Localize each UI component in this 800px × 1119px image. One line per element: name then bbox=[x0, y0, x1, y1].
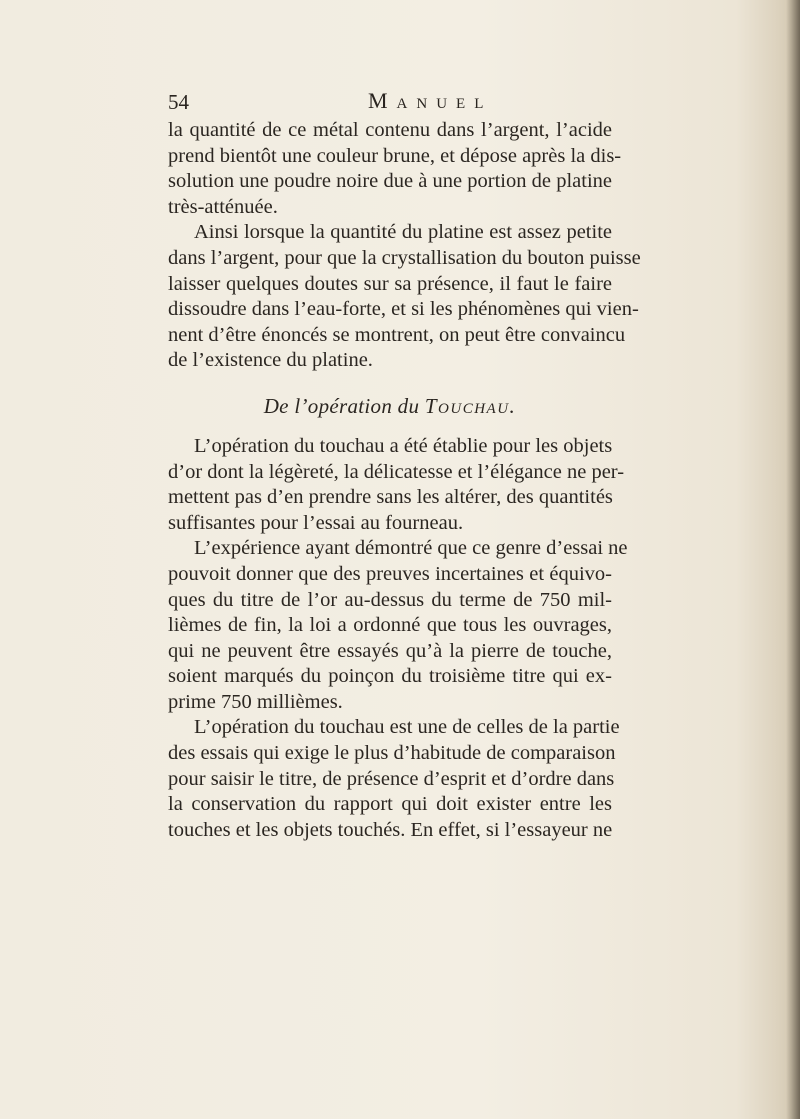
section-title bbox=[168, 388, 612, 424]
text-line: de l’existence du platine. bbox=[168, 349, 373, 372]
paragraph-2 bbox=[168, 220, 641, 374]
text-line: dans l’argent, pour que la crystallisation du bouton puisse bbox=[168, 246, 641, 269]
text-line: L’expérience ayant démontré que ce genre d’essai ne bbox=[194, 537, 628, 560]
text-line: pour saisir le titre, de présence d’esprit et d’ordre dans bbox=[168, 767, 615, 790]
text-line: très-atténuée. bbox=[168, 195, 278, 218]
text-line: la quantité de ce métal contenu dans l’argent, l’acide bbox=[168, 119, 612, 141]
paragraph-4 bbox=[168, 536, 628, 715]
text-line: soient marqués du poinçon du troisième titre qui ex- bbox=[168, 665, 612, 688]
text-line: suffisantes pour l’essai au fourneau. bbox=[168, 511, 464, 534]
text-line: nent d’être énoncés se montrent, on peut être convaincu bbox=[168, 323, 626, 346]
section-title-name: Touchau. bbox=[424, 393, 517, 418]
text-line: prend bientôt une couleur brune, et dépose après la dis- bbox=[168, 144, 622, 167]
section-title-prefix: De l’opération du bbox=[263, 393, 420, 418]
text-line: des essais qui exige le plus d’habitude de comparaison bbox=[168, 742, 616, 765]
text-line: lièmes de fin, la loi a ordonné que tous les ouvrages, bbox=[168, 614, 612, 637]
paragraph-1 bbox=[168, 118, 622, 220]
text-line: solution une poudre noire due à une portion de platine bbox=[168, 170, 612, 193]
text-line: L’opération du touchau a été établie pour les objets bbox=[194, 434, 613, 457]
running-title: Manuel bbox=[368, 88, 493, 113]
text-line: dissoudre dans l’eau-forte, et si les phénomènes qui vien- bbox=[168, 298, 639, 321]
text-line: touches et les objets touchés. En effet, si l’essayeur ne bbox=[168, 818, 613, 841]
page-header bbox=[168, 86, 612, 116]
text-line: qui ne peuvent être essayés qu’à la pierre de touche, bbox=[168, 639, 612, 662]
paragraph-5 bbox=[168, 715, 620, 843]
text-line: prime 750 millièmes. bbox=[168, 690, 343, 713]
text-line: mettent pas d’en prendre sans les altérer, des quantités bbox=[168, 486, 613, 509]
paragraph-3 bbox=[168, 434, 625, 536]
text-line: pouvoit donner que des preuves incertaines et équivo- bbox=[168, 562, 612, 585]
text-line: Ainsi lorsque la quantité du platine est assez petite bbox=[194, 221, 612, 244]
text-line: L’opération du touchau est une de celles de la partie bbox=[194, 716, 620, 739]
text-line: laisser quelques doutes sur sa présence, il faut le faire bbox=[168, 272, 612, 295]
page-number: 54 bbox=[168, 90, 189, 114]
page-binding-edge bbox=[786, 0, 800, 1119]
text-line: d’or dont la légèreté, la délicatesse et l’élégance ne per- bbox=[168, 460, 625, 483]
text-line: ques du titre de l’or au-dessus du terme de 750 mil- bbox=[168, 588, 612, 611]
body-text bbox=[168, 118, 641, 843]
text-line: la conservation du rapport qui doit exister entre les bbox=[168, 793, 612, 816]
